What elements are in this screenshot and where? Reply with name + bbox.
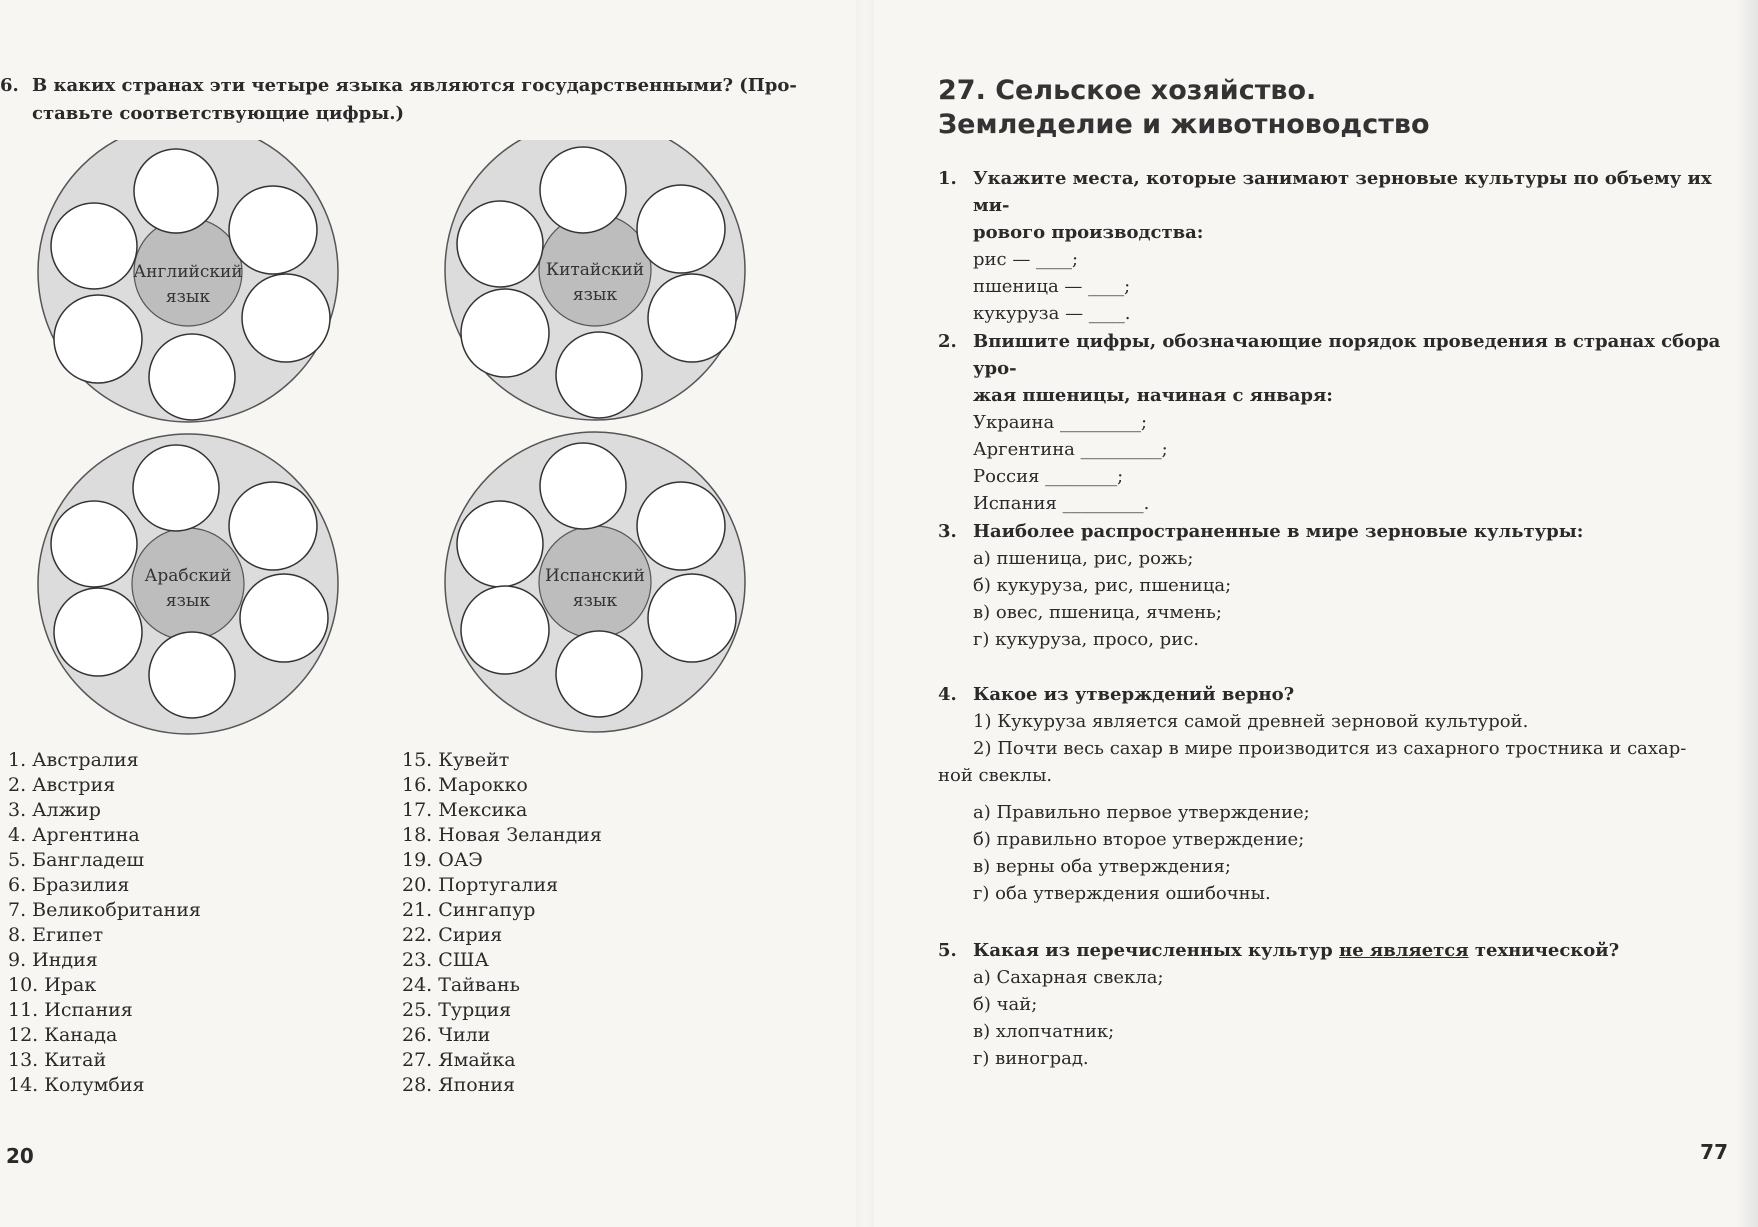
answer-slot[interactable]	[648, 274, 736, 362]
answer-slot[interactable]	[540, 147, 626, 233]
answer-option: г) кукуруза, просо, рис.	[973, 629, 1200, 650]
country-item: 10. Ирак	[8, 974, 97, 996]
circle-english	[38, 140, 338, 422]
page-number-right: 77	[1700, 1140, 1728, 1164]
question-1-line1: Укажите места, которые занимают зерновые культуры по объему их ми-	[973, 168, 1712, 216]
answer-slot[interactable]	[229, 186, 317, 274]
question-number: 5.	[938, 940, 957, 961]
arabic-label-2: язык	[165, 591, 211, 611]
question-number: 3.	[938, 521, 957, 542]
country-item: 9. Индия	[8, 949, 98, 971]
country-item: 27. Ямайка	[402, 1049, 516, 1071]
question-2-line2: жая пшеницы, начиная с января:	[973, 385, 1333, 406]
chinese-label-2: язык	[572, 285, 618, 305]
answer-slot[interactable]	[540, 443, 626, 529]
answer-option: г) виноград.	[973, 1048, 1089, 1069]
answer-line: пшеница — ____;	[973, 276, 1131, 297]
question-3-text: Наиболее распространенные в мире зерновые культуры:	[973, 521, 1584, 542]
page-number-left: 20	[6, 1144, 34, 1168]
country-item: 22. Сирия	[402, 924, 503, 946]
answer-slot[interactable]	[637, 482, 725, 570]
answer-option: а) пшеница, рис, рожь;	[973, 548, 1194, 569]
chapter-title	[938, 74, 1430, 142]
country-item: 18. Новая Зеландия	[402, 824, 602, 846]
task-text-line1: В каких странах эти четыре языка являются государственными? (Про-	[32, 75, 797, 96]
english-label-1: Английский	[133, 262, 243, 282]
task-6	[0, 72, 800, 128]
task-number: 6.	[0, 75, 19, 96]
country-item: 3. Алжир	[8, 799, 101, 821]
answer-line: рис — ____;	[973, 249, 1079, 270]
country-list-col2	[402, 748, 742, 1098]
task-text-line2: ставьте соответствующие цифры.)	[32, 103, 405, 124]
country-item: 12. Канада	[8, 1024, 118, 1046]
arabic-label-1: Арабский	[144, 566, 232, 586]
statement-2-line1: 2) Почти весь сахар в мире производится из сахарного тростника и сахар-	[973, 738, 1687, 759]
answer-option: а) Сахарная свекла;	[973, 967, 1164, 988]
answer-slot[interactable]	[240, 574, 328, 662]
question-2-line1: Впишите цифры, обозначающие порядок проведения в странах сбора уро-	[973, 331, 1721, 379]
answer-slot[interactable]	[229, 482, 317, 570]
answer-slot[interactable]	[556, 631, 642, 717]
question-4	[938, 681, 1728, 907]
country-list-col1	[8, 748, 348, 1098]
question-number: 2.	[938, 331, 957, 352]
answer-option: б) кукуруза, рис, пшеница;	[973, 575, 1232, 596]
answer-option: б) чай;	[973, 994, 1038, 1015]
country-item: 28. Япония	[402, 1074, 516, 1096]
left-page	[0, 0, 860, 1227]
answer-option: а) Правильно первое утверждение;	[973, 802, 1310, 823]
country-item: 2. Австрия	[8, 774, 116, 796]
country-item: 7. Великобритания	[8, 899, 201, 921]
english-label-2: язык	[165, 287, 211, 307]
question-5	[938, 937, 1728, 1072]
question-5-text-underlined: не является	[1339, 940, 1469, 961]
answer-line: кукуруза — ____.	[973, 303, 1131, 324]
spanish-label-2: язык	[572, 591, 618, 611]
page-edge-shadow	[1736, 0, 1758, 1227]
country-item: 15. Кувейт	[402, 749, 510, 771]
chapter-title-line1: 27. Сельское хозяйство.	[938, 75, 1317, 106]
circle-chinese	[445, 140, 745, 420]
country-item: 6. Бразилия	[8, 874, 130, 896]
country-item: 23. США	[402, 949, 489, 971]
answer-slot[interactable]	[134, 149, 218, 233]
country-item: 25. Турция	[402, 999, 512, 1021]
question-number: 1.	[938, 168, 957, 189]
question-3	[938, 518, 1728, 653]
answer-option: г) оба утверждения ошибочны.	[973, 883, 1271, 904]
chapter-title-line2: Земледелие и животноводство	[938, 109, 1430, 140]
answer-line: Россия ________;	[973, 466, 1124, 487]
answer-slot[interactable]	[648, 574, 736, 662]
answer-slot[interactable]	[149, 632, 235, 718]
question-1-line2: рового производства:	[973, 222, 1204, 243]
question-4-text: Какое из утверждений верно?	[973, 684, 1295, 705]
statement-2-line2: ной свеклы.	[938, 765, 1053, 786]
question-5-text	[973, 937, 1728, 964]
country-item: 8. Египет	[8, 924, 104, 946]
country-item: 20. Португалия	[402, 874, 559, 896]
answer-slot[interactable]	[51, 501, 137, 587]
country-item: 24. Тайвань	[402, 974, 520, 996]
country-item: 16. Марокко	[402, 774, 528, 796]
answer-line: Испания _________.	[973, 493, 1150, 514]
question-number: 4.	[938, 684, 957, 705]
country-item: 4. Аргентина	[8, 824, 140, 846]
answer-slot[interactable]	[637, 185, 725, 273]
answer-option: в) овес, пшеница, ячмень;	[973, 602, 1222, 623]
question-5-text-after: технической?	[1468, 940, 1620, 961]
country-item: 17. Мексика	[402, 799, 528, 821]
answer-slot[interactable]	[242, 274, 330, 362]
circle-arabic	[38, 434, 338, 734]
country-item: 14. Колумбия	[8, 1074, 145, 1096]
country-item: 11. Испания	[8, 999, 133, 1021]
statement-1: 1) Кукуруза является самой древней зерновой культурой.	[973, 711, 1529, 732]
answer-line: Аргентина _________;	[973, 439, 1168, 460]
answer-option: в) хлопчатник;	[973, 1021, 1115, 1042]
answer-slot[interactable]	[461, 289, 549, 377]
country-item: 19. ОАЭ	[402, 849, 483, 871]
language-circles-diagram	[0, 140, 780, 740]
answer-slot[interactable]	[54, 295, 142, 383]
chinese-label-1: Китайский	[545, 260, 645, 280]
question-1	[938, 165, 1728, 327]
question-5-text-before: Какая из перечисленных культур	[973, 940, 1340, 961]
country-item: 21. Сингапур	[402, 899, 536, 921]
circle-spanish	[445, 432, 745, 732]
question-2	[938, 328, 1728, 517]
spanish-label-1: Испанский	[545, 566, 645, 586]
country-item: 13. Китай	[8, 1049, 107, 1071]
right-page	[870, 0, 1758, 1227]
country-item: 1. Австралия	[8, 749, 139, 771]
answer-slot[interactable]	[556, 332, 642, 418]
answer-slot[interactable]	[461, 586, 549, 674]
answer-slot[interactable]	[54, 588, 142, 676]
answer-slot[interactable]	[149, 334, 235, 420]
answer-slot[interactable]	[457, 501, 543, 587]
answer-slot[interactable]	[457, 201, 543, 287]
answer-slot[interactable]	[133, 445, 219, 531]
answer-option: б) правильно второе утверждение;	[973, 829, 1305, 850]
answer-line: Украина _________;	[973, 412, 1148, 433]
answer-slot[interactable]	[51, 203, 137, 289]
country-item: 26. Чили	[402, 1024, 491, 1046]
answer-option: в) верны оба утверждения;	[973, 856, 1231, 877]
country-item: 5. Бангладеш	[8, 849, 145, 871]
